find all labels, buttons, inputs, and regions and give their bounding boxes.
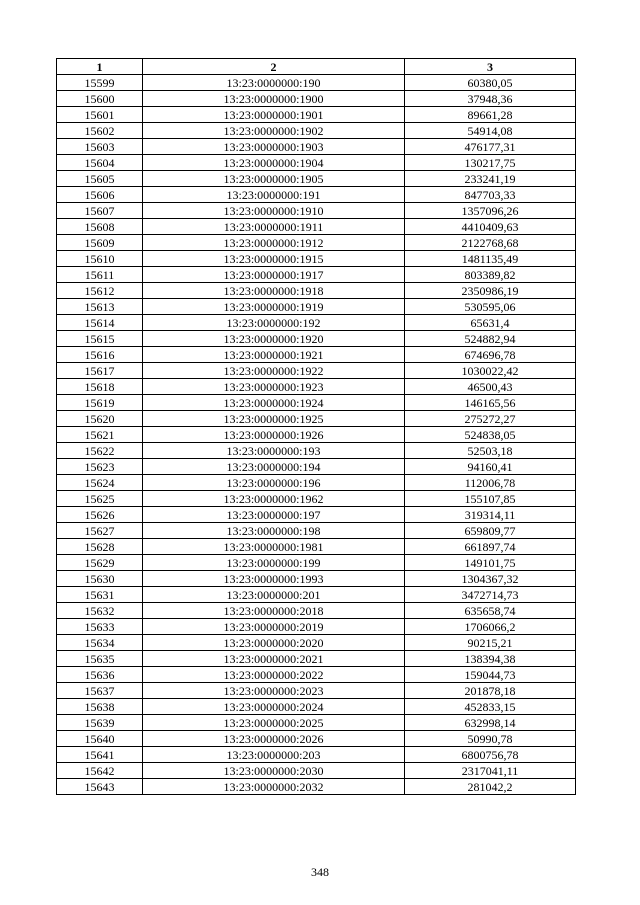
cadastral-number-cell: 13:23:0000000:1902 bbox=[143, 123, 405, 139]
cadastral-number-cell: 13:23:0000000:2026 bbox=[143, 731, 405, 747]
row-number-cell: 15608 bbox=[57, 219, 143, 235]
row-number-cell: 15634 bbox=[57, 635, 143, 651]
cadastral-number-cell: 13:23:0000000:1905 bbox=[143, 171, 405, 187]
row-number-cell: 15641 bbox=[57, 747, 143, 763]
cadastral-number-cell: 13:23:0000000:1924 bbox=[143, 395, 405, 411]
value-cell: 149101,75 bbox=[405, 555, 576, 571]
header-row bbox=[57, 59, 576, 75]
value-cell: 275272,27 bbox=[405, 411, 576, 427]
table-row bbox=[57, 155, 576, 171]
cadastral-number-cell: 13:23:0000000:2018 bbox=[143, 603, 405, 619]
table-row bbox=[57, 363, 576, 379]
cadastral-number-cell: 13:23:0000000:1900 bbox=[143, 91, 405, 107]
value-cell: 159044,73 bbox=[405, 667, 576, 683]
table-row bbox=[57, 667, 576, 683]
row-number-cell: 15618 bbox=[57, 379, 143, 395]
cadastral-number-cell: 13:23:0000000:196 bbox=[143, 475, 405, 491]
table-row bbox=[57, 619, 576, 635]
table-row bbox=[57, 283, 576, 299]
row-number-cell: 15612 bbox=[57, 283, 143, 299]
row-number-cell: 15616 bbox=[57, 347, 143, 363]
header-col-3: 3 bbox=[405, 59, 576, 75]
table-row bbox=[57, 459, 576, 475]
value-cell: 452833,15 bbox=[405, 699, 576, 715]
table-row bbox=[57, 747, 576, 763]
cadastral-number-cell: 13:23:0000000:203 bbox=[143, 747, 405, 763]
value-cell: 52503,18 bbox=[405, 443, 576, 459]
cadastral-number-cell: 13:23:0000000:201 bbox=[143, 587, 405, 603]
value-cell: 37948,36 bbox=[405, 91, 576, 107]
cadastral-number-cell: 13:23:0000000:190 bbox=[143, 75, 405, 91]
value-cell: 1030022,42 bbox=[405, 363, 576, 379]
row-number-cell: 15628 bbox=[57, 539, 143, 555]
cadastral-number-cell: 13:23:0000000:197 bbox=[143, 507, 405, 523]
value-cell: 659809,77 bbox=[405, 523, 576, 539]
value-cell: 201878,18 bbox=[405, 683, 576, 699]
cadastral-number-cell: 13:23:0000000:1926 bbox=[143, 427, 405, 443]
row-number-cell: 15601 bbox=[57, 107, 143, 123]
value-cell: 89661,28 bbox=[405, 107, 576, 123]
table-row bbox=[57, 299, 576, 315]
row-number-cell: 15626 bbox=[57, 507, 143, 523]
table-row bbox=[57, 427, 576, 443]
table-row bbox=[57, 763, 576, 779]
row-number-cell: 15607 bbox=[57, 203, 143, 219]
table-row bbox=[57, 715, 576, 731]
value-cell: 50990,78 bbox=[405, 731, 576, 747]
value-cell: 524882,94 bbox=[405, 331, 576, 347]
value-cell: 281042,2 bbox=[405, 779, 576, 795]
cadastral-number-cell: 13:23:0000000:1917 bbox=[143, 267, 405, 283]
cadastral-number-cell: 13:23:0000000:194 bbox=[143, 459, 405, 475]
value-cell: 112006,78 bbox=[405, 475, 576, 491]
cadastral-number-cell: 13:23:0000000:1904 bbox=[143, 155, 405, 171]
value-cell: 138394,38 bbox=[405, 651, 576, 667]
header-col-2: 2 bbox=[143, 59, 405, 75]
cadastral-number-cell: 13:23:0000000:199 bbox=[143, 555, 405, 571]
row-number-cell: 15599 bbox=[57, 75, 143, 91]
table-row bbox=[57, 171, 576, 187]
value-cell: 65631,4 bbox=[405, 315, 576, 331]
cadastral-number-cell: 13:23:0000000:2023 bbox=[143, 683, 405, 699]
value-cell: 233241,19 bbox=[405, 171, 576, 187]
cadastral-number-cell: 13:23:0000000:1993 bbox=[143, 571, 405, 587]
value-cell: 146165,56 bbox=[405, 395, 576, 411]
cadastral-number-cell: 13:23:0000000:1925 bbox=[143, 411, 405, 427]
table-row bbox=[57, 203, 576, 219]
cadastral-number-cell: 13:23:0000000:198 bbox=[143, 523, 405, 539]
cadastral-number-cell: 13:23:0000000:2030 bbox=[143, 763, 405, 779]
value-cell: 674696,78 bbox=[405, 347, 576, 363]
cadastral-number-cell: 13:23:0000000:2024 bbox=[143, 699, 405, 715]
cadastral-number-cell: 13:23:0000000:2022 bbox=[143, 667, 405, 683]
row-number-cell: 15605 bbox=[57, 171, 143, 187]
table-row bbox=[57, 635, 576, 651]
cadastral-number-cell: 13:23:0000000:1921 bbox=[143, 347, 405, 363]
table-row bbox=[57, 587, 576, 603]
table-row bbox=[57, 507, 576, 523]
value-cell: 2317041,11 bbox=[405, 763, 576, 779]
row-number-cell: 15611 bbox=[57, 267, 143, 283]
table-row bbox=[57, 379, 576, 395]
value-cell: 632998,14 bbox=[405, 715, 576, 731]
table-row bbox=[57, 219, 576, 235]
row-number-cell: 15609 bbox=[57, 235, 143, 251]
row-number-cell: 15603 bbox=[57, 139, 143, 155]
cadastral-number-cell: 13:23:0000000:1919 bbox=[143, 299, 405, 315]
cadastral-number-cell: 13:23:0000000:1922 bbox=[143, 363, 405, 379]
table-header bbox=[57, 59, 576, 75]
value-cell: 476177,31 bbox=[405, 139, 576, 155]
row-number-cell: 15629 bbox=[57, 555, 143, 571]
table-body bbox=[57, 75, 576, 795]
row-number-cell: 15602 bbox=[57, 123, 143, 139]
cadastral-number-cell: 13:23:0000000:1920 bbox=[143, 331, 405, 347]
value-cell: 4410409,63 bbox=[405, 219, 576, 235]
value-cell: 94160,41 bbox=[405, 459, 576, 475]
table-row bbox=[57, 347, 576, 363]
cadastral-number-cell: 13:23:0000000:193 bbox=[143, 443, 405, 459]
table-row bbox=[57, 731, 576, 747]
row-number-cell: 15639 bbox=[57, 715, 143, 731]
row-number-cell: 15643 bbox=[57, 779, 143, 795]
row-number-cell: 15637 bbox=[57, 683, 143, 699]
value-cell: 2122768,68 bbox=[405, 235, 576, 251]
value-cell: 661897,74 bbox=[405, 539, 576, 555]
value-cell: 524838,05 bbox=[405, 427, 576, 443]
value-cell: 3472714,73 bbox=[405, 587, 576, 603]
value-cell: 130217,75 bbox=[405, 155, 576, 171]
table-row bbox=[57, 139, 576, 155]
value-cell: 1357096,26 bbox=[405, 203, 576, 219]
table-row bbox=[57, 91, 576, 107]
table-row bbox=[57, 779, 576, 795]
table-row bbox=[57, 443, 576, 459]
value-cell: 319314,11 bbox=[405, 507, 576, 523]
value-cell: 803389,82 bbox=[405, 267, 576, 283]
value-cell: 847703,33 bbox=[405, 187, 576, 203]
data-table bbox=[56, 58, 576, 795]
page-number: 348 bbox=[311, 865, 329, 879]
cadastral-number-cell: 13:23:0000000:1910 bbox=[143, 203, 405, 219]
table-row bbox=[57, 475, 576, 491]
row-number-cell: 15640 bbox=[57, 731, 143, 747]
row-number-cell: 15610 bbox=[57, 251, 143, 267]
value-cell: 1481135,49 bbox=[405, 251, 576, 267]
value-cell: 1706066,2 bbox=[405, 619, 576, 635]
value-cell: 1304367,32 bbox=[405, 571, 576, 587]
value-cell: 155107,85 bbox=[405, 491, 576, 507]
cadastral-number-cell: 13:23:0000000:2019 bbox=[143, 619, 405, 635]
header-col-1: 1 bbox=[57, 59, 143, 75]
row-number-cell: 15631 bbox=[57, 587, 143, 603]
row-number-cell: 15620 bbox=[57, 411, 143, 427]
cadastral-number-cell: 13:23:0000000:2032 bbox=[143, 779, 405, 795]
table-row bbox=[57, 651, 576, 667]
table-row bbox=[57, 187, 576, 203]
cadastral-number-cell: 13:23:0000000:2020 bbox=[143, 635, 405, 651]
value-cell: 6800756,78 bbox=[405, 747, 576, 763]
cadastral-number-cell: 13:23:0000000:1923 bbox=[143, 379, 405, 395]
table-row bbox=[57, 107, 576, 123]
value-cell: 90215,21 bbox=[405, 635, 576, 651]
row-number-cell: 15621 bbox=[57, 427, 143, 443]
table-row bbox=[57, 123, 576, 139]
value-cell: 54914,08 bbox=[405, 123, 576, 139]
value-cell: 530595,06 bbox=[405, 299, 576, 315]
cadastral-number-cell: 13:23:0000000:192 bbox=[143, 315, 405, 331]
row-number-cell: 15635 bbox=[57, 651, 143, 667]
cadastral-number-cell: 13:23:0000000:2021 bbox=[143, 651, 405, 667]
row-number-cell: 15614 bbox=[57, 315, 143, 331]
row-number-cell: 15606 bbox=[57, 187, 143, 203]
value-cell: 2350986,19 bbox=[405, 283, 576, 299]
table-row bbox=[57, 251, 576, 267]
value-cell: 60380,05 bbox=[405, 75, 576, 91]
value-cell: 635658,74 bbox=[405, 603, 576, 619]
row-number-cell: 15624 bbox=[57, 475, 143, 491]
cadastral-number-cell: 13:23:0000000:1918 bbox=[143, 283, 405, 299]
table-row bbox=[57, 491, 576, 507]
row-number-cell: 15622 bbox=[57, 443, 143, 459]
table-row bbox=[57, 235, 576, 251]
table-row bbox=[57, 539, 576, 555]
cadastral-number-cell: 13:23:0000000:1901 bbox=[143, 107, 405, 123]
table-row bbox=[57, 75, 576, 91]
row-number-cell: 15638 bbox=[57, 699, 143, 715]
row-number-cell: 15625 bbox=[57, 491, 143, 507]
value-cell: 46500,43 bbox=[405, 379, 576, 395]
row-number-cell: 15613 bbox=[57, 299, 143, 315]
row-number-cell: 15632 bbox=[57, 603, 143, 619]
row-number-cell: 15615 bbox=[57, 331, 143, 347]
row-number-cell: 15642 bbox=[57, 763, 143, 779]
row-number-cell: 15630 bbox=[57, 571, 143, 587]
row-number-cell: 15617 bbox=[57, 363, 143, 379]
row-number-cell: 15627 bbox=[57, 523, 143, 539]
cadastral-number-cell: 13:23:0000000:1962 bbox=[143, 491, 405, 507]
row-number-cell: 15636 bbox=[57, 667, 143, 683]
table-row bbox=[57, 411, 576, 427]
table-row bbox=[57, 699, 576, 715]
table-row bbox=[57, 395, 576, 411]
cadastral-number-cell: 13:23:0000000:1981 bbox=[143, 539, 405, 555]
table-row bbox=[57, 571, 576, 587]
row-number-cell: 15619 bbox=[57, 395, 143, 411]
row-number-cell: 15633 bbox=[57, 619, 143, 635]
cadastral-number-cell: 13:23:0000000:1911 bbox=[143, 219, 405, 235]
row-number-cell: 15623 bbox=[57, 459, 143, 475]
row-number-cell: 15604 bbox=[57, 155, 143, 171]
table-row bbox=[57, 603, 576, 619]
table-row bbox=[57, 683, 576, 699]
cadastral-number-cell: 13:23:0000000:1912 bbox=[143, 235, 405, 251]
table-row bbox=[57, 331, 576, 347]
table-row bbox=[57, 555, 576, 571]
cadastral-number-cell: 13:23:0000000:2025 bbox=[143, 715, 405, 731]
cadastral-number-cell: 13:23:0000000:191 bbox=[143, 187, 405, 203]
table-row bbox=[57, 267, 576, 283]
table-row bbox=[57, 315, 576, 331]
cadastral-number-cell: 13:23:0000000:1903 bbox=[143, 139, 405, 155]
cadastral-number-cell: 13:23:0000000:1915 bbox=[143, 251, 405, 267]
table-row bbox=[57, 523, 576, 539]
row-number-cell: 15600 bbox=[57, 91, 143, 107]
